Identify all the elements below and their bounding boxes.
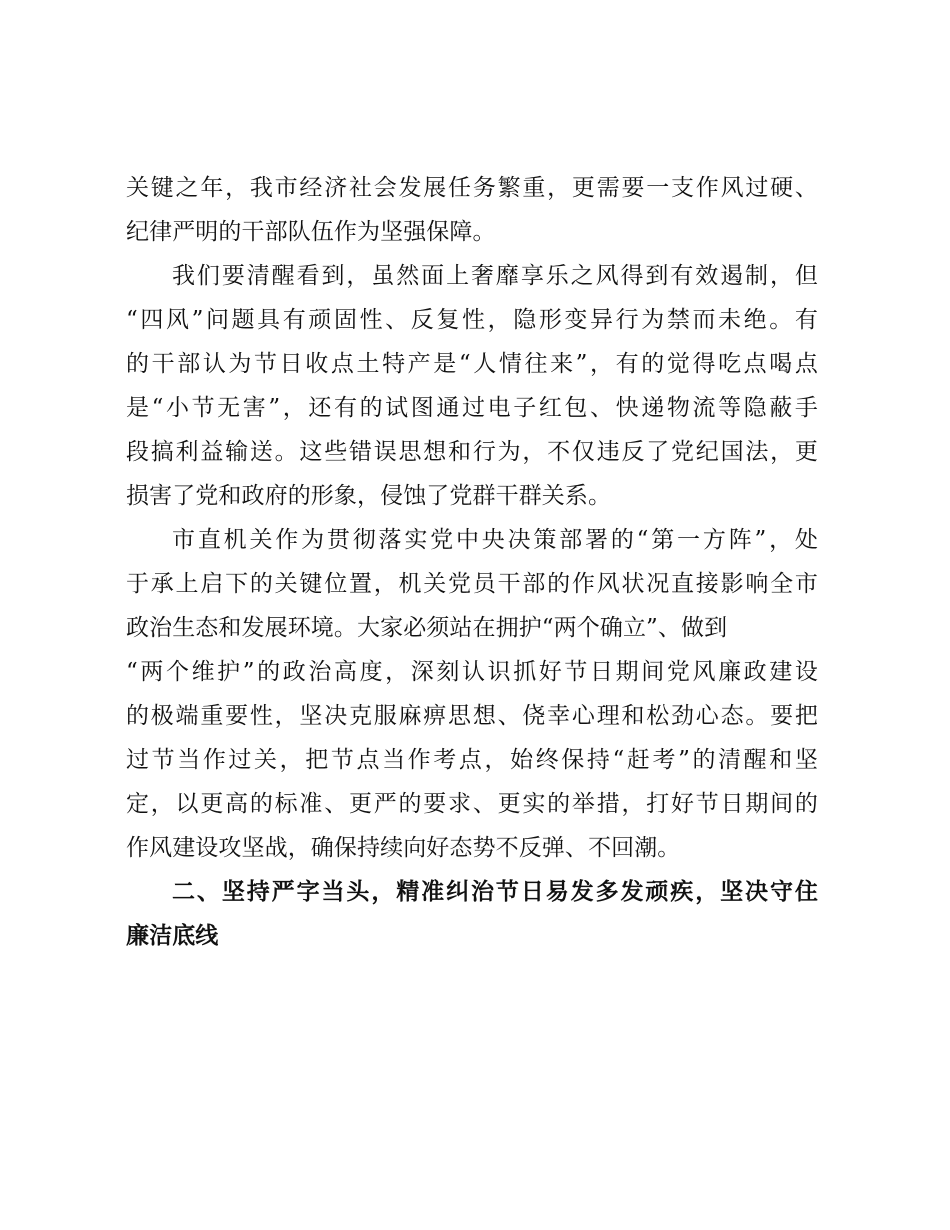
paragraph-3-line-5: 的极端重要性，坚决克服麻痹思想、侥幸心理和松劲心态。要把 bbox=[126, 703, 818, 729]
paragraph-3-line-1: 市直机关作为贯彻落实党中央决策部署的“第一方阵”，处 bbox=[172, 527, 818, 553]
paragraph-3-line-4: “两个维护”的政治高度，深刻认识抓好节日期间党风廉政建设 bbox=[126, 659, 818, 685]
paragraph-3-line-7: 定，以更高的标准、更严的要求、更实的举措，打好节日期间的 bbox=[126, 791, 818, 817]
section-heading-line-2: 廉洁底线 bbox=[126, 923, 219, 949]
paragraph-2-line-4: 是“小节无害”，还有的试图通过电子红包、快递物流等隐蔽手 bbox=[126, 395, 818, 421]
paragraph-1-line-2: 纪律严明的干部队伍作为坚强保障。 bbox=[126, 219, 496, 245]
paragraph-3-line-8: 作风建设攻坚战，确保持续向好态势不反弹、不回潮。 bbox=[126, 835, 681, 861]
paragraph-2-line-1: 我们要清醒看到，虽然面上奢靡享乐之风得到有效遏制，但 bbox=[172, 263, 818, 289]
paragraph-2-line-3: 的干部认为节日收点土特产是“人情往来”，有的觉得吃点喝点 bbox=[126, 351, 818, 377]
paragraph-3-line-2: 于承上启下的关键位置，机关党员干部的作风状况直接影响全市 bbox=[126, 571, 818, 597]
paragraph-3-line-3: 政治生态和发展环境。大家必须站在拥护“两个确立”、做到 bbox=[126, 615, 728, 641]
paragraph-2-line-6: 损害了党和政府的形象，侵蚀了党群干群关系。 bbox=[126, 483, 612, 509]
paragraph-3-line-6: 过节当作过关，把节点当作考点，始终保持“赶考”的清醒和坚 bbox=[126, 747, 818, 773]
paragraph-1-line-1: 关键之年，我市经济社会发展任务繁重，更需要一支作风过硬、 bbox=[126, 175, 818, 201]
paragraph-2-line-5: 段搞利益输送。这些错误思想和行为，不仅违反了党纪国法，更 bbox=[126, 439, 818, 465]
paragraph-2-line-2: “四风”问题具有顽固性、反复性，隐形变异行为禁而未绝。有 bbox=[126, 307, 818, 333]
section-heading-line-1: 二、坚持严字当头，精准纠治节日易发多发顽疾，坚决守住 bbox=[172, 879, 818, 905]
